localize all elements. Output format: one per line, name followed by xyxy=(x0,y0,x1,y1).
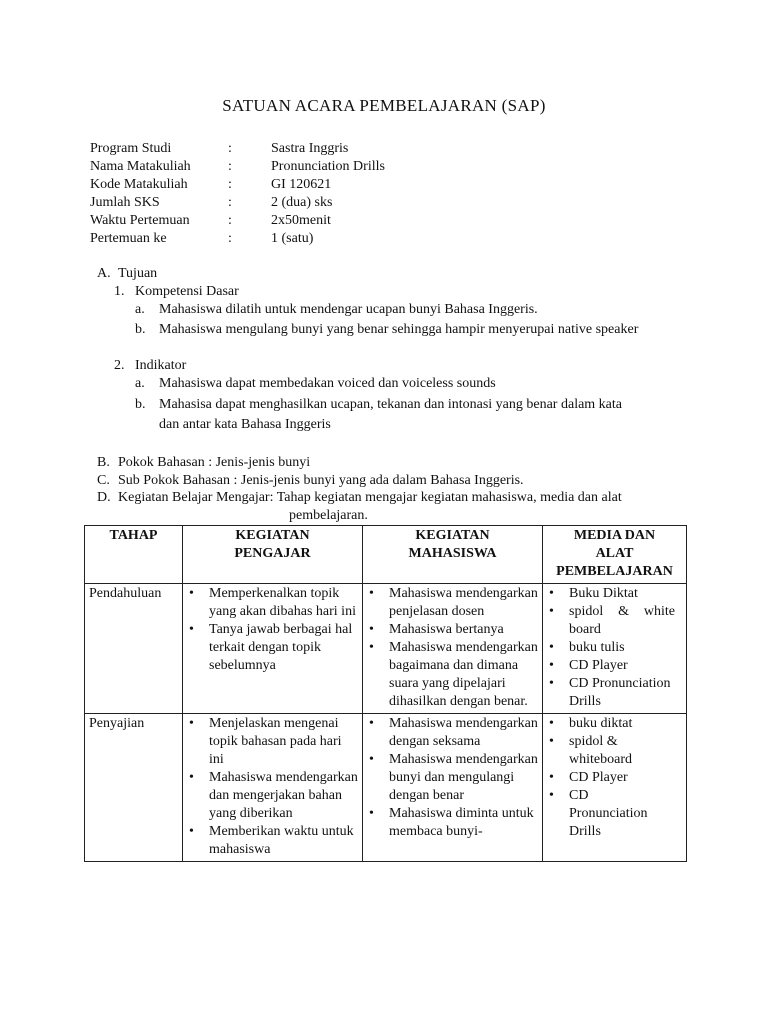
list-item-text: CD Pronunciation Drills xyxy=(569,788,648,839)
list-item xyxy=(547,733,682,769)
list-item-text: CD Pronunciation Drills xyxy=(569,676,671,709)
bullet-icon: • xyxy=(549,658,554,673)
bullet-icon: • xyxy=(549,640,554,655)
list-marker: b. xyxy=(135,322,146,337)
header-text: KEGIATAN PENGAJAR xyxy=(234,528,311,561)
pengajar-cell xyxy=(183,584,363,714)
list-item-text: spidol & white board xyxy=(569,604,675,637)
info-separator: : xyxy=(228,213,232,228)
list-item xyxy=(547,715,682,733)
bullet-icon: • xyxy=(369,586,374,601)
list-item-text: Mahasiswa diminta untuk membaca bunyi- xyxy=(389,806,534,839)
info-value: Sastra Inggris xyxy=(271,141,349,156)
info-row-nama-matakuliah xyxy=(90,158,385,176)
list-item-text: CD Player xyxy=(569,658,628,673)
document-title: SATUAN ACARA PEMBELAJARAN (SAP) xyxy=(222,96,546,115)
section-text: Tujuan xyxy=(118,266,158,281)
media-cell xyxy=(543,584,687,714)
info-row-jumlah-sks xyxy=(90,194,385,212)
list-item-text: Menjelaskan mengenai topik bahasan pada hari ini xyxy=(209,716,342,767)
list-item xyxy=(367,715,538,751)
list-marker: a. xyxy=(135,302,145,317)
indicator-item-b-continuation: dan antar kata Bahasa Inggeris xyxy=(159,417,331,432)
list-item-text: buku tulis xyxy=(569,640,625,655)
list-item xyxy=(187,585,358,621)
bullet-icon: • xyxy=(369,640,374,655)
list-item xyxy=(547,787,682,841)
media-cell xyxy=(543,714,687,862)
section-text: Mahasisa dapat menghasilkan ucapan, tekanan dan intonasi yang benar dalam kata xyxy=(159,397,622,412)
info-row-waktu-pertemuan xyxy=(90,212,385,230)
list-item xyxy=(187,715,358,769)
bullet-icon: • xyxy=(549,716,554,731)
section-text: Mahasiswa mengulang bunyi yang benar sehingga hampir menyerupai native speaker xyxy=(159,322,639,337)
list-marker: A. xyxy=(97,266,111,281)
header-text: KEGIATAN MAHASISWA xyxy=(408,528,497,561)
section-text: Mahasiswa dilatih untuk mendengar ucapan bunyi Bahasa Inggeris. xyxy=(159,302,538,317)
info-label: Program Studi xyxy=(90,141,172,156)
section-a-heading xyxy=(97,265,157,283)
bullet-icon: • xyxy=(189,770,194,785)
list-item xyxy=(187,823,358,859)
section-c xyxy=(97,472,524,490)
bullet-icon: • xyxy=(549,604,554,619)
list-item xyxy=(547,769,682,787)
table-row xyxy=(85,584,687,714)
header-media-alat xyxy=(543,526,687,584)
bullet-icon: • xyxy=(369,806,374,821)
section-text: Indikator xyxy=(135,358,187,373)
list-item xyxy=(367,585,538,621)
info-value: GI 120621 xyxy=(271,177,332,192)
bullet-icon: • xyxy=(189,622,194,637)
table-header-row xyxy=(85,526,687,584)
list-item xyxy=(547,603,682,639)
info-separator: : xyxy=(228,141,232,156)
subsection-2-heading xyxy=(114,357,186,375)
list-item-text: Mahasiswa mendengarkan bagaimana dan dimana suara yang dipelajari dihasilkan dengan benar. xyxy=(389,640,538,709)
header-kegiatan-mahasiswa xyxy=(363,526,543,584)
subsection-1-heading xyxy=(114,283,239,301)
course-info xyxy=(90,140,385,248)
mahasiswa-cell xyxy=(363,714,543,862)
bullet-icon: • xyxy=(189,586,194,601)
info-label: Nama Matakuliah xyxy=(90,159,191,174)
section-text: Mahasiswa dapat membedakan voiced dan voiceless sounds xyxy=(159,376,496,391)
info-label: Kode Matakuliah xyxy=(90,177,188,192)
indicator-item-a xyxy=(135,375,496,393)
list-item xyxy=(367,621,538,639)
info-separator: : xyxy=(228,231,232,246)
info-label: Waktu Pertemuan xyxy=(90,213,190,228)
info-separator: : xyxy=(228,159,232,174)
bullet-icon: • xyxy=(369,622,374,637)
list-marker: C. xyxy=(97,473,110,488)
pengajar-cell xyxy=(183,714,363,862)
bullet-icon: • xyxy=(549,586,554,601)
info-value: 2x50menit xyxy=(271,213,331,228)
info-label: Pertemuan ke xyxy=(90,231,167,246)
section-text: Pokok Bahasan : Jenis-jenis bunyi xyxy=(118,455,311,470)
section-text: Sub Pokok Bahasan : Jenis-jenis bunyi yang ada dalam Bahasa Inggeris. xyxy=(118,473,524,488)
indicator-item-b xyxy=(135,396,622,414)
competency-item-a xyxy=(135,301,538,319)
competency-item-b xyxy=(135,321,638,339)
list-item xyxy=(367,751,538,805)
list-item xyxy=(547,639,682,657)
info-value: 1 (satu) xyxy=(271,231,314,246)
list-item xyxy=(547,585,682,603)
list-item-text: Mahasiswa bertanya xyxy=(389,622,504,637)
header-text: MEDIA DAN ALAT PEMBELAJARAN xyxy=(556,528,673,579)
info-separator: : xyxy=(228,195,232,210)
info-row-program-studi xyxy=(90,140,385,158)
bullet-icon: • xyxy=(369,752,374,767)
bullet-icon: • xyxy=(189,716,194,731)
table-row xyxy=(85,714,687,862)
info-value: 2 (dua) sks xyxy=(271,195,333,210)
info-row-pertemuan-ke xyxy=(90,230,385,248)
list-item-text: Mahasiswa mendengarkan dan mengerjakan bahan yang diberikan xyxy=(209,770,358,821)
list-marker: D. xyxy=(97,490,111,505)
list-item xyxy=(547,657,682,675)
info-label: Jumlah SKS xyxy=(90,195,160,210)
list-item-text: Mahasiswa mendengarkan bunyi dan mengulangi dengan benar xyxy=(389,752,538,803)
bullet-icon: • xyxy=(549,788,554,803)
list-item-text: spidol & whiteboard xyxy=(569,734,632,767)
stage-cell: Pendahuluan xyxy=(85,584,183,714)
bullet-icon: • xyxy=(549,734,554,749)
info-value: Pronunciation Drills xyxy=(271,159,385,174)
mahasiswa-cell xyxy=(363,584,543,714)
section-d xyxy=(97,489,622,507)
info-separator: : xyxy=(228,177,232,192)
section-b xyxy=(97,454,310,472)
section-text: Kegiatan Belajar Mengajar: Tahap kegiatan mengajar kegiatan mahasiswa, media dan alat xyxy=(118,490,622,505)
bullet-icon: • xyxy=(549,676,554,691)
list-item xyxy=(547,675,682,711)
list-item-text: buku diktat xyxy=(569,716,633,731)
bullet-icon: • xyxy=(189,824,194,839)
list-item-text: Buku Diktat xyxy=(569,586,638,601)
list-marker: b. xyxy=(135,397,146,412)
list-item-text: Tanya jawab berbagai hal terkait dengan topik sebelumnya xyxy=(209,622,353,673)
list-item xyxy=(187,621,358,675)
activity-table xyxy=(84,525,687,862)
list-item-text: CD Player xyxy=(569,770,628,785)
list-item xyxy=(187,769,358,823)
list-marker: 1. xyxy=(114,284,125,299)
list-item xyxy=(367,639,538,711)
section-d-continuation: pembelajaran. xyxy=(289,508,368,523)
list-item-text: Mahasiswa mendengarkan penjelasan dosen xyxy=(389,586,538,619)
header-tahap: TAHAP xyxy=(85,526,183,584)
list-item-text: Memperkenalkan topik yang akan dibahas hari ini xyxy=(209,586,356,619)
list-marker: B. xyxy=(97,455,110,470)
list-marker: 2. xyxy=(114,358,125,373)
list-item-text: Memberikan waktu untuk mahasiswa xyxy=(209,824,354,857)
bullet-icon: • xyxy=(369,716,374,731)
list-marker: a. xyxy=(135,376,145,391)
list-item xyxy=(367,805,538,841)
bullet-icon: • xyxy=(549,770,554,785)
info-row-kode-matakuliah xyxy=(90,176,385,194)
header-kegiatan-pengajar xyxy=(183,526,363,584)
section-text: Kompetensi Dasar xyxy=(135,284,239,299)
stage-cell: Penyajian xyxy=(85,714,183,862)
list-item-text: Mahasiswa mendengarkan dengan seksama xyxy=(389,716,538,749)
